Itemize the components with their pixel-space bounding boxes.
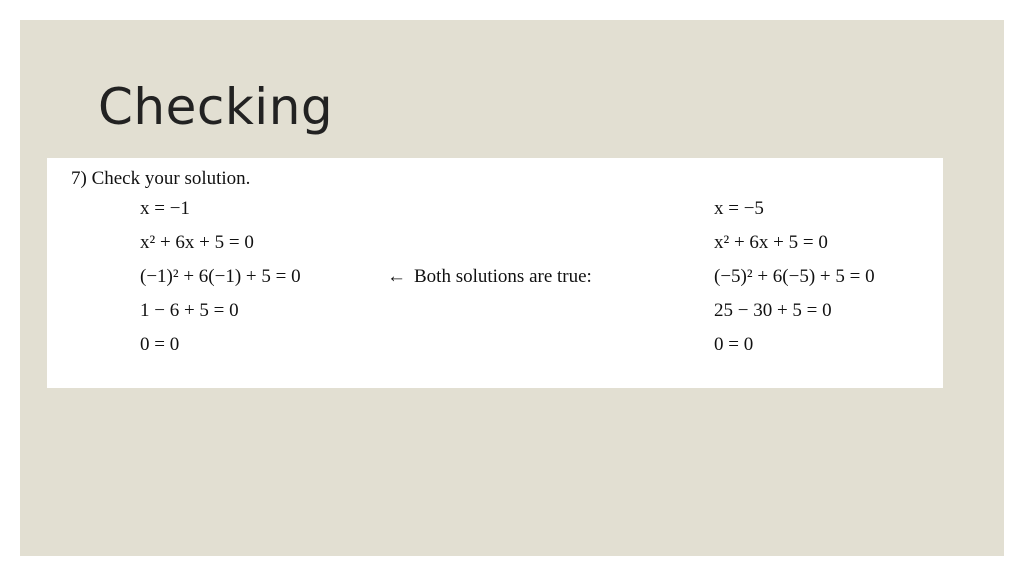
equation-line: (−1)² + 6(−1) + 5 = 0 [140,266,301,287]
note-text: Both solutions are true: [414,266,592,287]
equation-line: 0 = 0 [140,334,180,355]
equation-line: x² + 6x + 5 = 0 [714,232,828,253]
left-solution-column [140,192,301,362]
equation-line: 1 − 6 + 5 = 0 [140,300,239,321]
equation-line: 0 = 0 [714,334,754,355]
worked-example-panel [47,158,943,388]
equation-line: x = −1 [140,198,190,219]
equation-line: x² + 6x + 5 = 0 [140,232,254,253]
equation-line: 25 − 30 + 5 = 0 [714,300,832,321]
equation-line: (−5)² + 6(−5) + 5 = 0 [714,266,875,287]
equation-line: x = −5 [714,198,764,219]
both-solutions-note [387,260,592,294]
problem-heading: 7) Check your solution. [71,168,251,189]
right-solution-column [714,192,875,362]
slide [20,20,1004,556]
slide-title: Checking [98,78,334,136]
left-arrow-icon: ← [387,266,406,287]
